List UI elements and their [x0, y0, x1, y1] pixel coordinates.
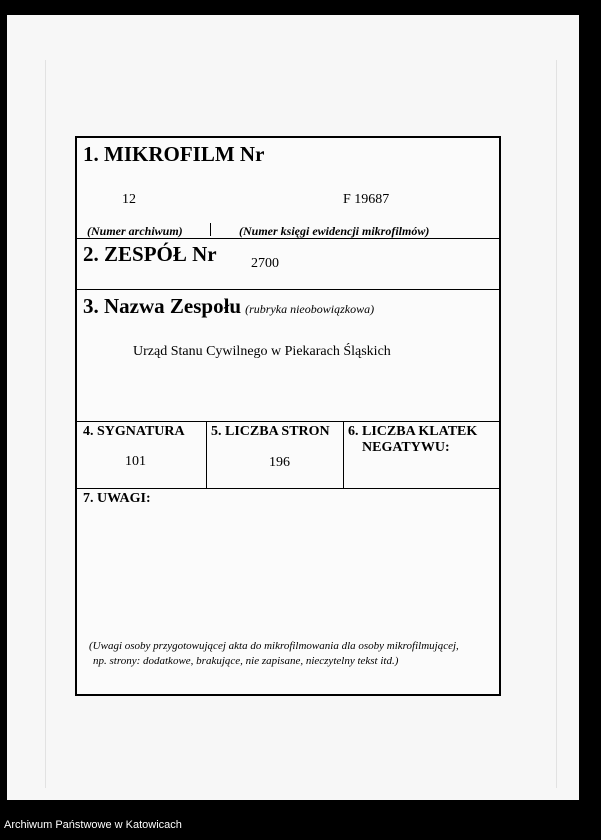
section4-title: 4. SYGNATURA [83, 424, 185, 439]
scanned-page [7, 15, 579, 800]
section3-subtitle: (rubryka nieobowiązkowa) [245, 302, 375, 316]
column-divider-2 [343, 421, 344, 488]
signature-value: 101 [125, 454, 146, 469]
column-divider-1 [206, 421, 207, 488]
register-number-caption: (Numer księgi ewidencji mikrofilmów) [239, 224, 430, 238]
section5-title: 5. LICZBA STRON [211, 424, 330, 439]
archive-number-caption: (Numer archiwum) [87, 224, 183, 238]
archive-watermark: Archiwum Państwowe w Katowicach [4, 819, 182, 831]
fond-number-value: 2700 [251, 256, 279, 271]
divider-2 [77, 289, 499, 290]
section2-title: 2. ZESPÓŁ Nr [83, 242, 217, 266]
section1-title: 1. MIKROFILM Nr [83, 142, 265, 166]
divider-1 [77, 238, 499, 239]
register-number-value: F 19687 [343, 192, 390, 207]
section6-title-line1: 6. LICZBA KLATEK [348, 424, 478, 439]
divider-4 [77, 488, 499, 489]
remarks-note-line1: (Uwagi osoby przygotowującej akta do mikrofilmowania dla osoby mikrofilmującej, [89, 640, 459, 652]
section3-header [83, 294, 374, 319]
section6-title-line2: NEGATYWU: [362, 440, 450, 455]
remarks-note-line2: np. strony: dodatkowe, brakujące, nie zapisane, nieczytelny tekst itd.) [93, 655, 399, 667]
section3-title: 3. Nazwa Zespołu [83, 294, 242, 318]
caption-divider [210, 223, 211, 236]
page-count-value: 196 [269, 455, 290, 470]
archive-number-value: 12 [122, 192, 136, 207]
microfilm-form [75, 136, 501, 696]
divider-3 [77, 421, 499, 422]
section7-title: 7. UWAGI: [83, 491, 151, 506]
fond-name-value: Urząd Stanu Cywilnego w Piekarach Śląskich [133, 344, 391, 359]
